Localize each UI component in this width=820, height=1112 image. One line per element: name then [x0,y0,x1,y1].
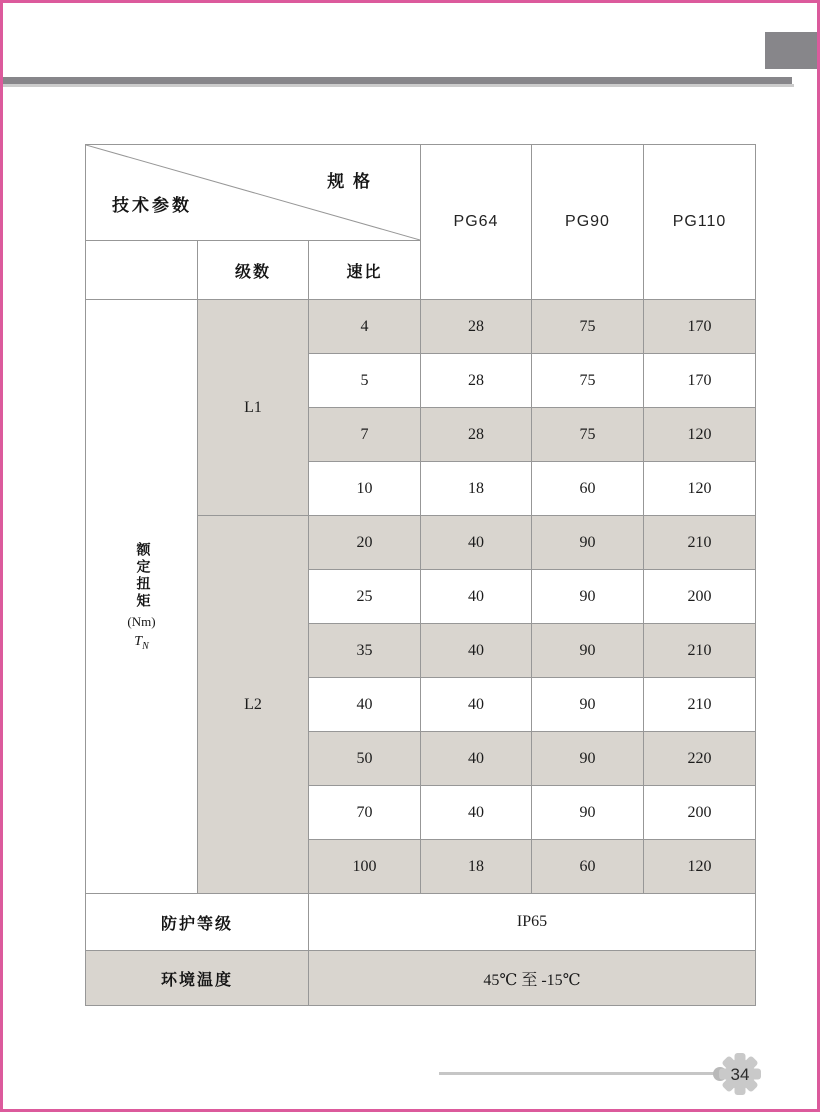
value-cell: 40 [421,624,532,678]
rated-torque-symbol: $T_N$ [134,633,149,652]
column-header-pg64: PG64 [421,145,532,300]
ratio-header: 速比 [309,241,421,300]
value-cell: 28 [421,300,532,354]
ambient-temp-value: 45℃ 至 -15℃ [309,951,756,1006]
value-cell: 220 [644,732,756,786]
protection-grade-value: IP65 [309,894,756,951]
group-cell-l1: L1 [198,300,309,516]
value-cell: 90 [532,678,644,732]
value-cell: 120 [644,408,756,462]
value-cell: 90 [532,732,644,786]
top-gray-bar [3,77,792,84]
value-cell: 75 [532,300,644,354]
value-cell: 60 [532,462,644,516]
value-cell: 170 [644,300,756,354]
ambient-temp-label: 环境温度 [86,951,309,1006]
protection-grade-label: 防护等级 [86,894,309,951]
column-header-pg90: PG90 [532,145,644,300]
value-cell: 18 [421,462,532,516]
value-cell: 40 [421,678,532,732]
value-cell: 200 [644,570,756,624]
ratio-cell: 10 [309,462,421,516]
value-cell: 75 [532,408,644,462]
rated-torque-vertical-label: 额定扭矩 [134,541,150,610]
value-cell: 18 [421,840,532,894]
value-cell: 120 [644,462,756,516]
ratio-cell: 25 [309,570,421,624]
ratio-cell: 100 [309,840,421,894]
corner-spec-label: 规 格 [327,172,372,191]
value-cell: 200 [644,786,756,840]
value-cell: 40 [421,516,532,570]
value-cell: 90 [532,570,644,624]
value-cell: 90 [532,786,644,840]
corner-parameters-label: 技术参数 [112,196,192,215]
value-cell: 170 [644,354,756,408]
value-cell: 60 [532,840,644,894]
top-gray-bar-underline [3,84,794,87]
value-cell: 40 [421,570,532,624]
ratio-cell: 7 [309,408,421,462]
table-corner-cell [86,145,421,241]
ratio-cell: 40 [309,678,421,732]
value-cell: 90 [532,516,644,570]
column-header-pg110: PG110 [644,145,756,300]
rated-torque-cell [86,300,198,894]
value-cell: 40 [421,732,532,786]
spec-table [85,144,756,1006]
value-cell: 210 [644,624,756,678]
value-cell: 210 [644,678,756,732]
ratio-cell: 4 [309,300,421,354]
rated-torque-unit: (Nm) [127,613,156,629]
empty-header-cell [86,241,198,300]
page-number: 34 [730,1065,750,1084]
footer-rule [439,1072,724,1075]
group-cell-l2: L2 [198,516,309,894]
value-cell: 75 [532,354,644,408]
ratio-cell: 35 [309,624,421,678]
ratio-cell: 20 [309,516,421,570]
gear-icon [717,1051,763,1097]
ratio-cell: 50 [309,732,421,786]
value-cell: 28 [421,354,532,408]
ratio-cell: 70 [309,786,421,840]
value-cell: 210 [644,516,756,570]
ratio-cell: 5 [309,354,421,408]
top-right-gray-block [765,32,817,69]
stages-header: 级数 [198,241,309,300]
value-cell: 90 [532,624,644,678]
value-cell: 28 [421,408,532,462]
value-cell: 40 [421,786,532,840]
value-cell: 120 [644,840,756,894]
